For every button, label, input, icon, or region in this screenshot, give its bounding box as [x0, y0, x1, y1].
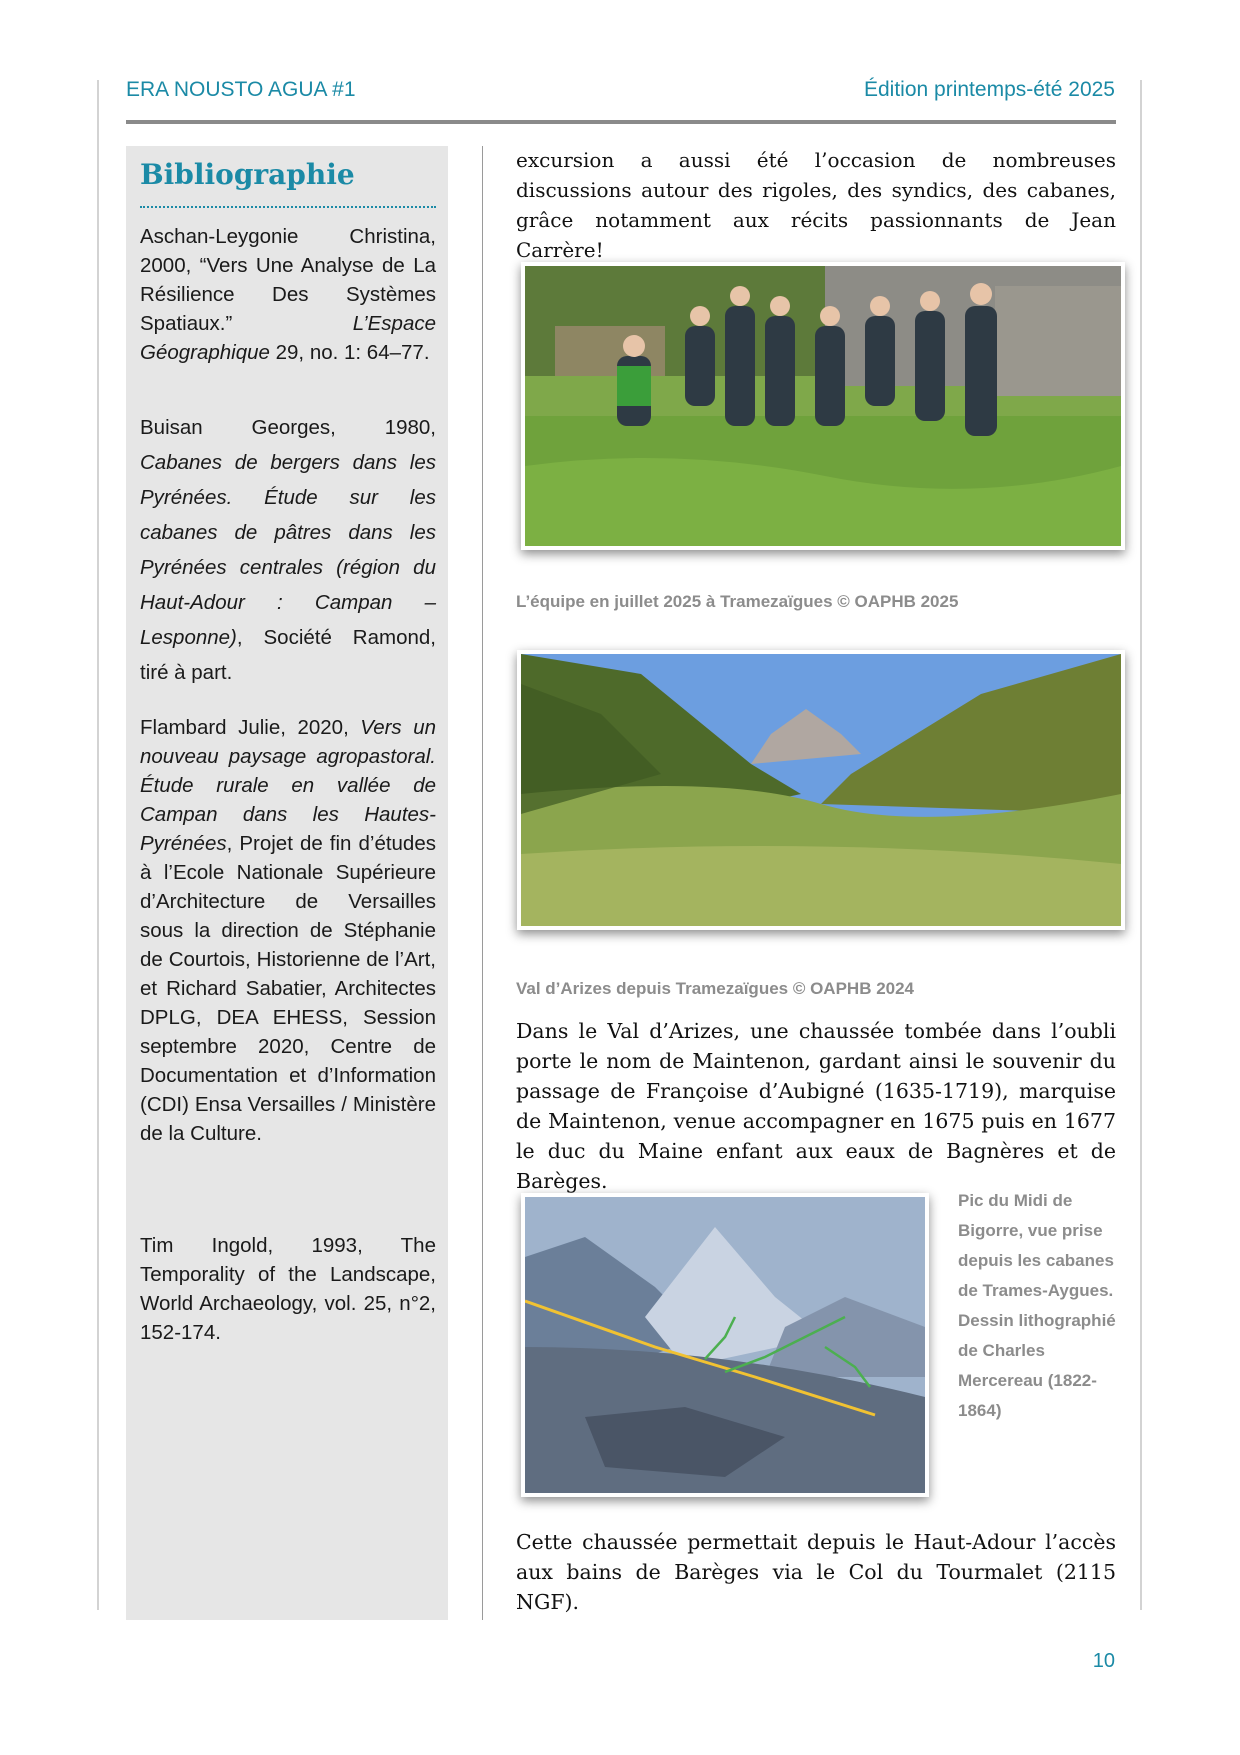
page-left-border: [97, 80, 99, 1610]
bibliography-divider: [140, 206, 436, 208]
page-right-border: [1140, 80, 1142, 1610]
page-number: 10: [1092, 1650, 1115, 1672]
photo-caption: Val d’Arizes depuis Tramezaïgues © OAPHB 2024: [516, 979, 915, 998]
bibliography-entry: Tim Ingold, 1993, The Temporality of the Landscape, World Archaeology, vol. 25, n°2, 152-174.: [140, 1234, 436, 1344]
header-rule: [126, 120, 1116, 124]
bibliography-entry: Flambard Julie, 2020, Vers un nouveau paysage agropastoral. Étude rurale en vallée de Campan dans les Hautes-Pyrénées, Projet de fin d’études à l’Ecole Nationale Supérieure d’Architecture de Versailles sous la direction de Stéphanie de Courtois, Historienne de l’Art, et Richard Sabatier, Architectes DPLG, DEA EHESS, Session septembre 2020, Centre de Documentation et d’Information (CDI) Ensa Versailles / Ministère de la Culture.: [140, 716, 437, 1145]
bibliography-entry: Buisan Georges, 1980, Cabanes de bergers dans les Pyrénées. Étude sur les cabanes de pâtres dans les Pyrénées centrales (région du Haut-Adour : Campan – Lesponne), Société Ramond, tiré à part.: [140, 416, 436, 684]
bibliography-sidebar: [126, 146, 448, 1620]
lithograph-caption: Pic du Midi de Bigorre, vue prise depuis les cabanes de Trames-Aygues. Dessin lithographié de Charles Mercereau (1822-1864): [958, 1191, 1116, 1420]
bibliography-title: Bibliographie: [140, 158, 355, 191]
lithograph-image: [521, 1193, 929, 1497]
body-paragraph: excursion a aussi été l’occasion de nombreuses discussions autour des rigoles, des syndics, des cabanes, grâce notamment aux récits passionnants de Jean Carrère!: [516, 148, 1116, 262]
team-photo: [521, 262, 1125, 550]
bibliography-entry: Aschan-Leygonie Christina, 2000, “Vers Une Analyse de La Résilience Des Systèmes Spatiaux.” L’Espace Géographique 29, no. 1: 64–77.: [140, 225, 436, 364]
edition-label: Édition printemps-été 2025: [864, 78, 1115, 101]
body-paragraph: Cette chaussée permettait depuis le Haut-Adour l’accès aux bains de Barèges via le Col du Tourmalet (2115 NGF).: [516, 1530, 1116, 1614]
magazine-title: ERA NOUSTO AGUA #1: [126, 78, 356, 101]
photo-caption: L’équipe en juillet 2025 à Tramezaïgues © OAPHB 2025: [516, 592, 959, 611]
column-divider: [482, 146, 483, 1620]
body-paragraph: Dans le Val d’Arizes, une chaussée tombée dans l’oubli porte le nom de Maintenon, gardant ainsi le souvenir du passage de Françoise d’Aubigné (1635-1719), marquise de Maintenon, venue accompagner en 1675 puis en 1677 le duc du Maine enfant aux eaux de Bagnères et de Barèges.: [516, 1019, 1116, 1193]
valley-photo: [517, 650, 1125, 930]
